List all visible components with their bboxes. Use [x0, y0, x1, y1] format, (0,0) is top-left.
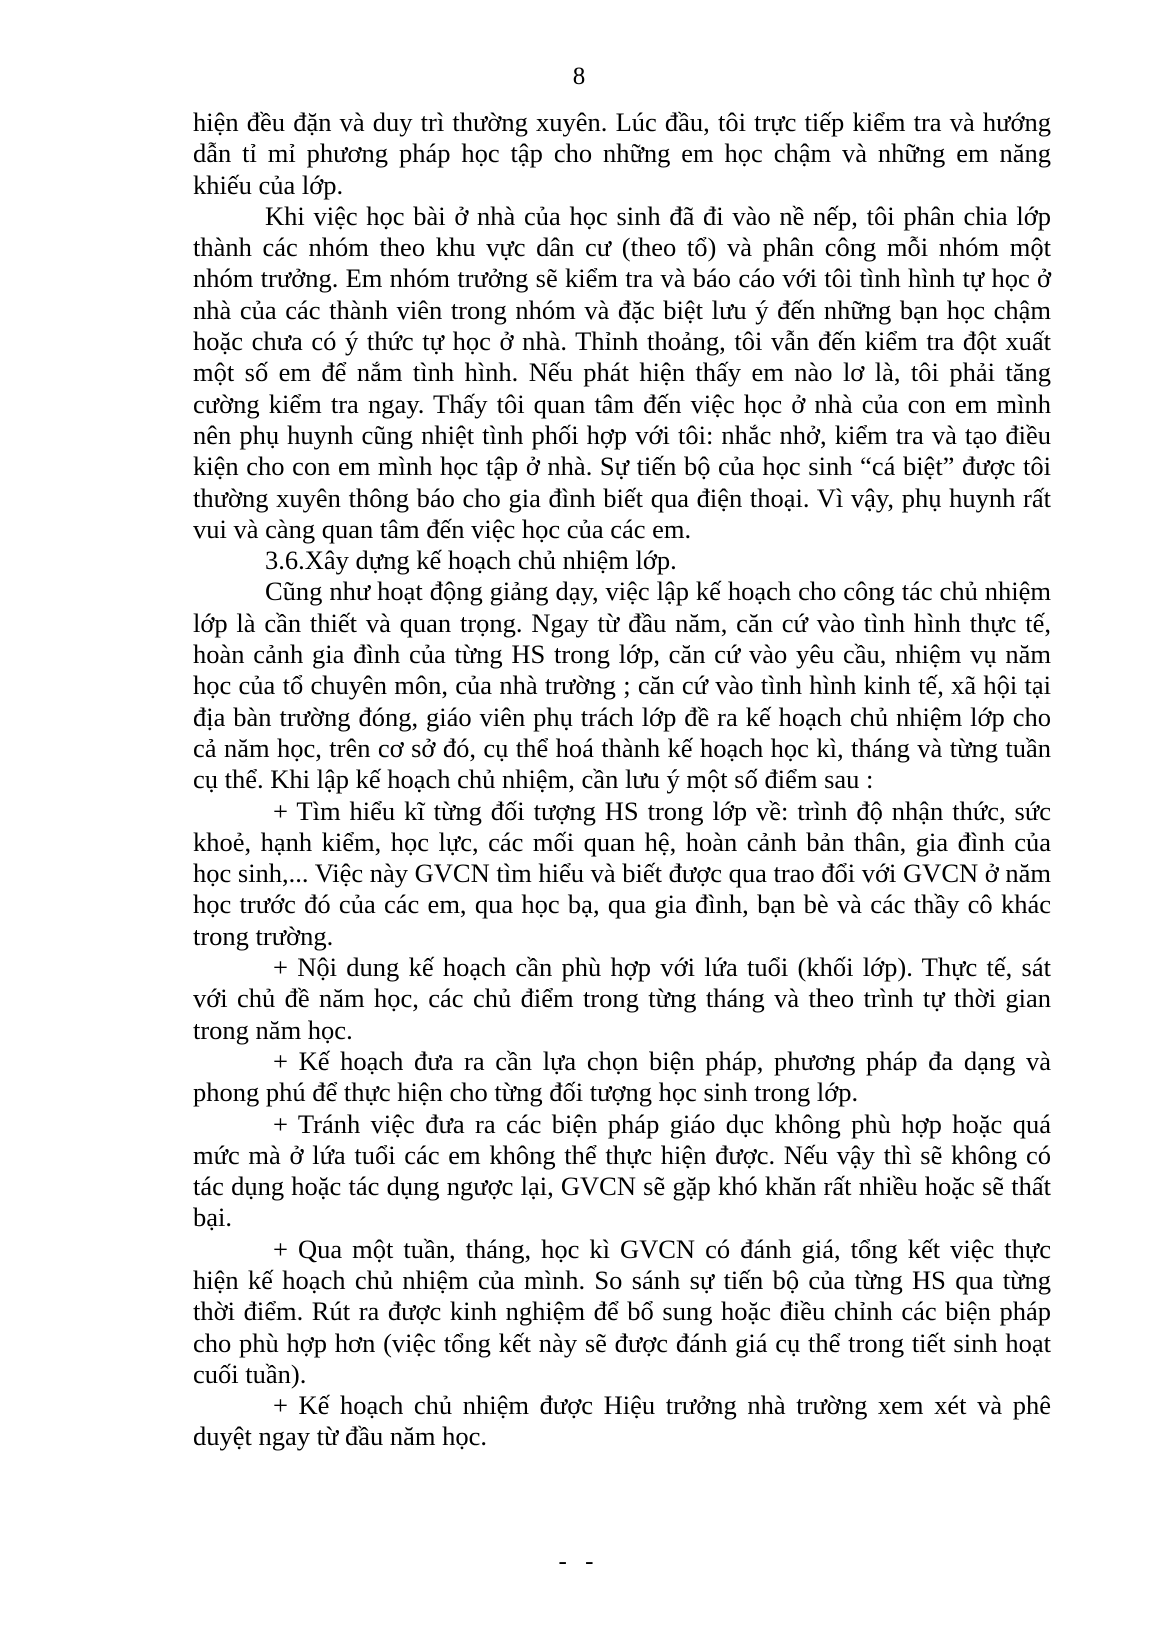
document-body [193, 107, 1051, 1453]
paragraph-continuation: hiện đều đặn và duy trì thường xuyên. Lúc đầu, tôi trực tiếp kiểm tra và hướng dẫn tỉ mỉ phương pháp học tập cho những em học chậm và những em năng khiếu của lớp. [193, 107, 1051, 200]
list-item: + Tìm hiểu kĩ từng đối tượng HS trong lớp về: trình độ nhận thức, sức khoẻ, hạnh kiểm, học lực, các mối quan hệ, hoàn cảnh bản thân, gia đình của học sinh,... Việc này GVCN tìm hiểu và biết được qua trao đổi với GVCN ở năm học trước đó của các em, qua học bạ, qua gia đình, bạn bè và các thầy cô khác trong trường. [193, 795, 1052, 951]
list-item: + Tránh việc đưa ra các biện pháp giáo dục không phù hợp hoặc quá mức mà ở lứa tuổi các em không thể thực hiện được. Nếu vậy thì sẽ không có tác dụng hoặc tác dụng ngược lại, GVCN sẽ gặp khó khăn rất nhiều hoặc sẽ thất bại. [193, 1108, 1051, 1233]
section-heading: 3.6.Xây dựng kế hoạch chủ nhiệm lớp. [265, 545, 677, 576]
page-number: 8 [572, 63, 586, 90]
page-footer: - - [558, 1548, 600, 1575]
list-item: + Kế hoạch đưa ra cần lựa chọn biện pháp, phương pháp đa dạng và phong phú để thực hiện cho từng đối tượng học sinh trong lớp. [193, 1045, 1051, 1108]
list-item: + Nội dung kế hoạch cần phù hợp với lứa tuổi (khối lớp). Thực tế, sát với chủ đề năm học, các chủ điểm trong từng tháng và theo trình tự thời gian trong năm học. [193, 952, 1051, 1045]
paragraph-group-study: Khi việc học bài ở nhà của học sinh đã đi vào nề nếp, tôi phân chia lớp thành các nhóm theo khu vực dân cư (theo tổ) và phân công mỗi nhóm một nhóm trưởng. Em nhóm trưởng sẽ kiểm tra và báo cáo với tôi tình hình tự học ở nhà của các thành viên trong nhóm và đặc biệt lưu ý đến những bạn học chậm hoặc chưa có ý thức tự học ở nhà. Thỉnh thoảng, tôi vẫn đến kiểm tra đột xuất một số em để nắm tình hình. Nếu phát hiện thấy em nào lơ là, tôi phải tăng cường kiểm tra ngay. Thấy tôi quan tâm đến việc học ở nhà của con em mình nên phụ huynh cũng nhiệt tình phối hợp với tôi: nhắc nhở, kiểm tra và tạo điều kiện cho con em mình học tập ở nhà. Sự tiến bộ của học sinh “cá biệt” được tôi thường xuyên thông báo cho gia đình biết qua điện thoại. Vì vậy, phụ huynh rất vui và càng quan tâm đến việc học của các em. [193, 200, 1051, 544]
list-item: + Qua một tuần, tháng, học kì GVCN có đánh giá, tổng kết việc thực hiện kế hoạch chủ nhiệm của mình. So sánh sự tiến bộ của từng HS qua từng thời điểm. Rút ra được kinh nghiệm để bổ sung hoặc điều chỉnh các biện pháp cho phù hợp hơn (việc tổng kết này sẽ được đánh giá cụ thể trong tiết sinh hoạt cuối tuần). [193, 1233, 1051, 1389]
paragraph-planning-intro: Cũng như hoạt động giảng dạy, việc lập kế hoạch cho công tác chủ nhiệm lớp là cần thiết và quan trọng. Ngay từ đầu năm, căn cứ vào tình hình thực tế, hoàn cảnh gia đình của từng HS trong lớp, căn cứ vào yêu cầu, nhiệm vụ năm học của tổ chuyên môn, của nhà trường ; căn cứ vào tình hình kinh tế, xã hội tại địa bàn trường đóng, giáo viên phụ trách lớp đề ra kế hoạch chủ nhiệm lớp cho cả năm học, trên cơ sở đó, cụ thể hoá thành kế hoạch học kì, tháng và từng tuần cụ thể. Khi lập kế hoạch chủ nhiệm, cần lưu ý một số điểm sau : [193, 576, 1051, 795]
list-item: + Kế hoạch chủ nhiệm được Hiệu trưởng nhà trường xem xét và phê duyệt ngay từ đầu năm học. [193, 1390, 1051, 1452]
